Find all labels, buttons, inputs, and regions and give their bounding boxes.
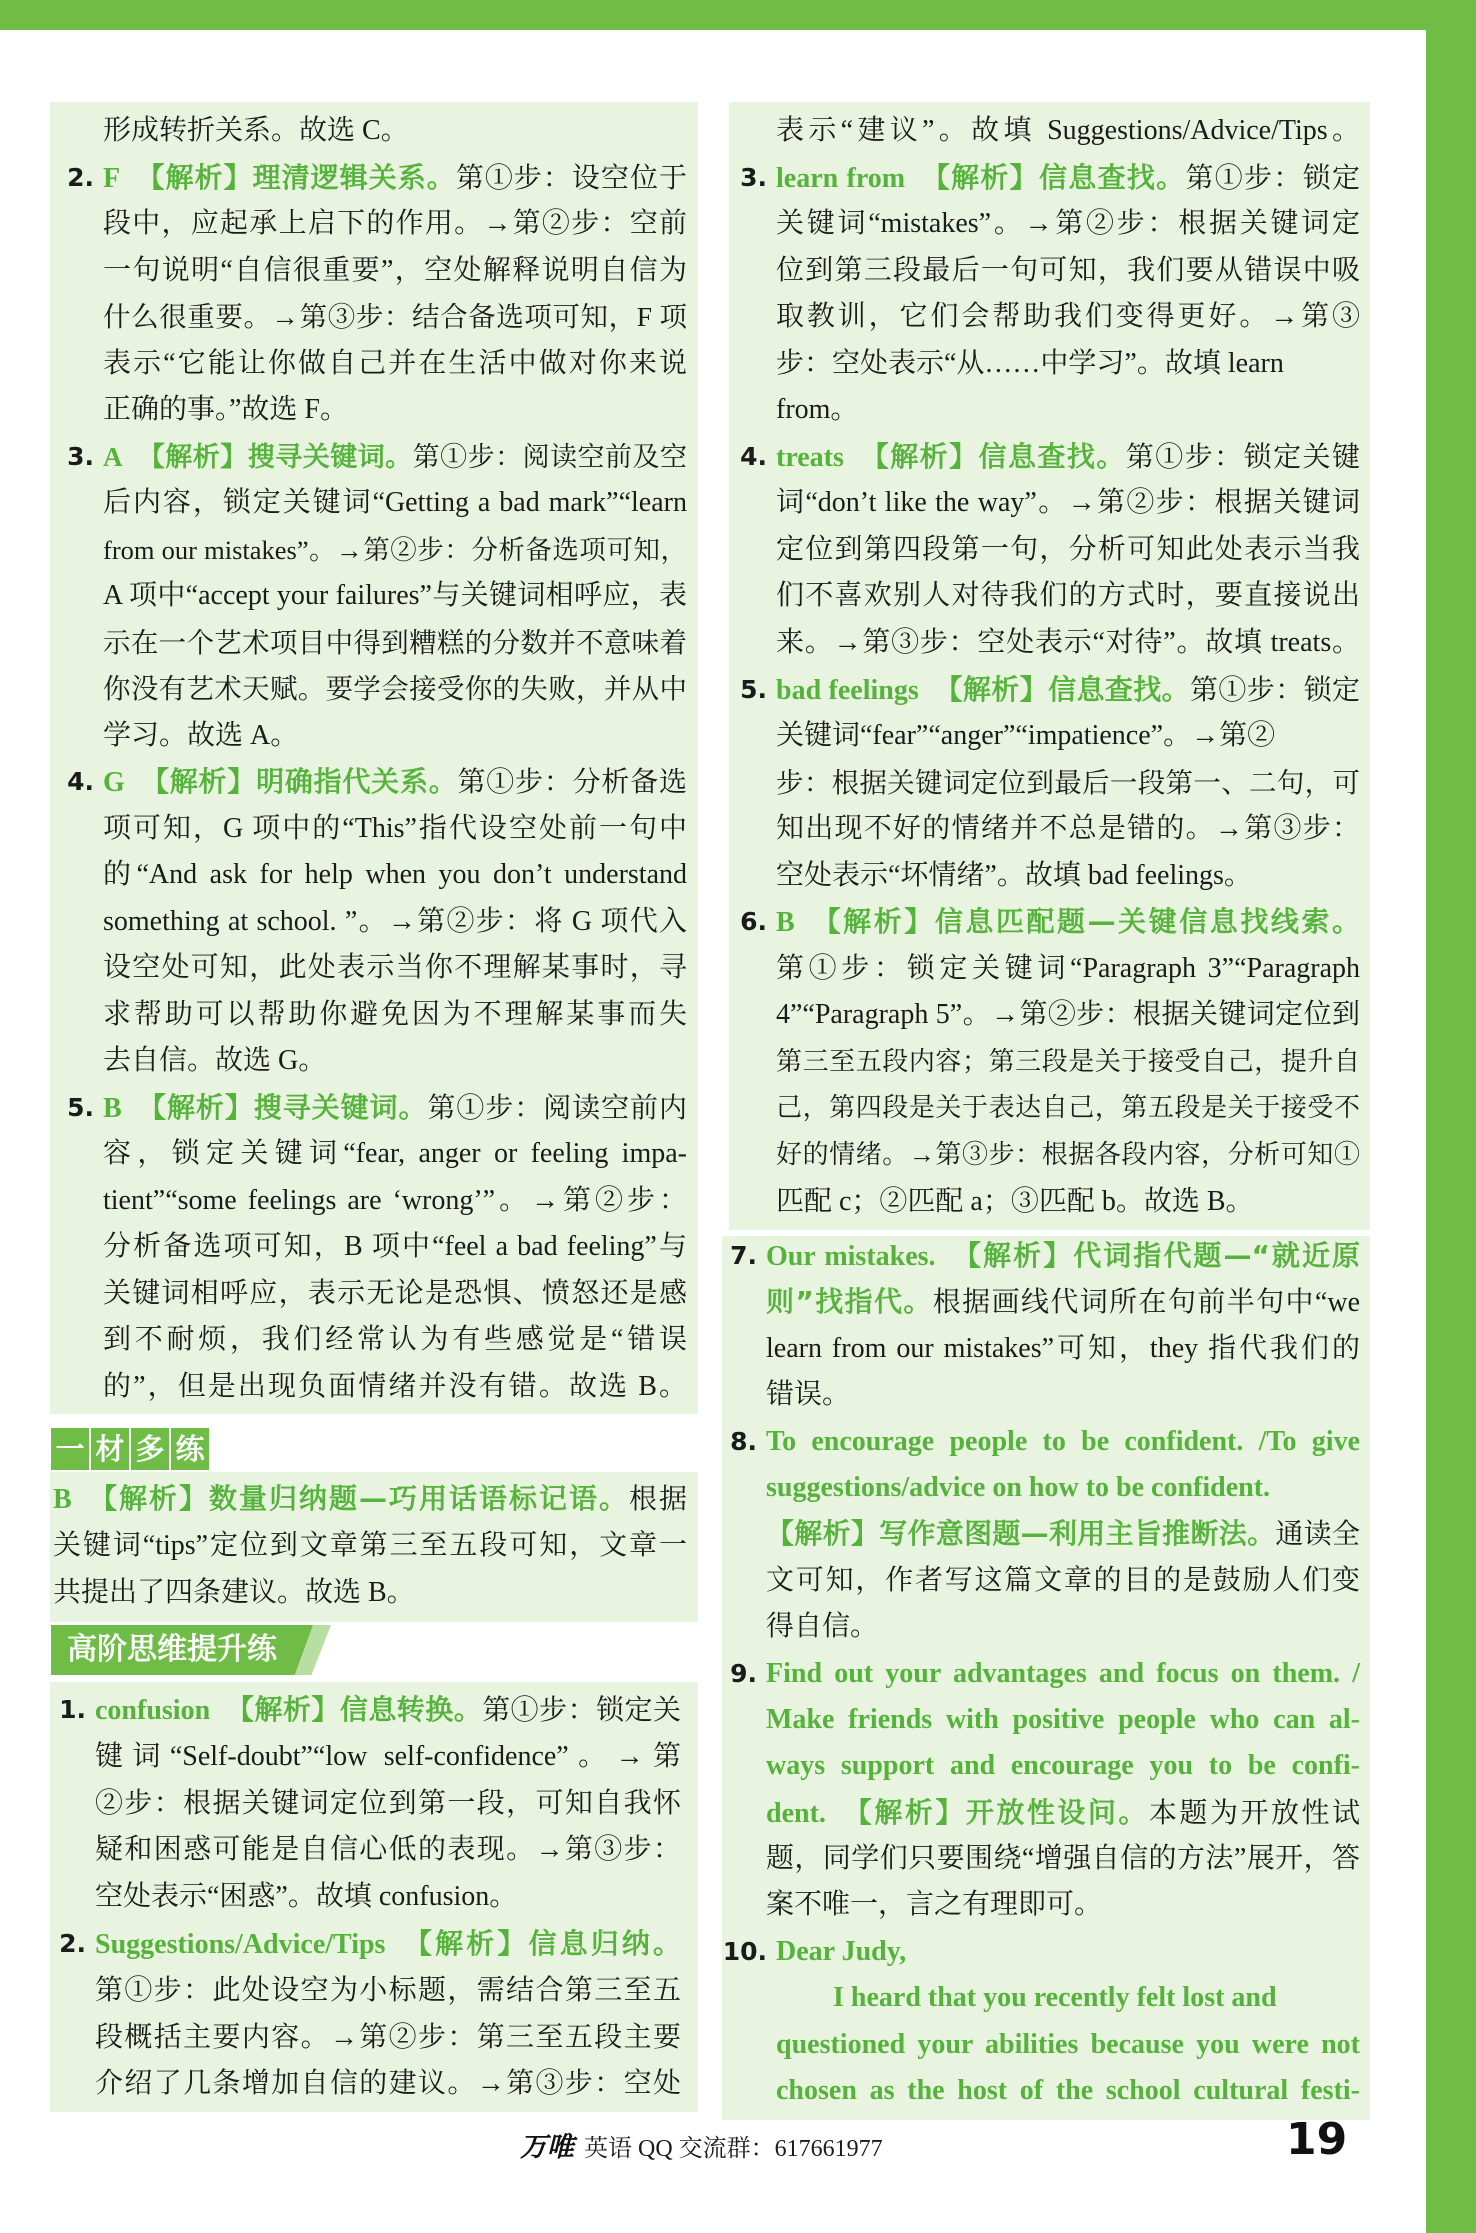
answer-line (766, 1697, 1360, 1743)
answer-line (103, 1317, 687, 1364)
answer-line (776, 527, 1360, 574)
page-frame-right (1426, 0, 1476, 2233)
answer-line (103, 573, 687, 620)
answer-line (103, 1271, 687, 1318)
analysis-label: 【解析】信息归纳。 (400, 1926, 681, 1960)
explanation-text: from。 (776, 394, 859, 426)
explanation-text: 取教训，它们会帮助我们变得更好。→第③ (776, 301, 1360, 333)
answer-line (776, 387, 1360, 434)
analysis-label: 【解析】搜寻关键词。 (137, 441, 413, 473)
explanation-text: 得自信。 (766, 1611, 879, 1643)
explanation-text: 第①步：阅读空前内 (427, 1092, 687, 1124)
brand-logo: 万唯 (520, 2132, 574, 2163)
answer-line (53, 1522, 687, 1569)
explanation-text: 匹配 c；②匹配 a；③匹配 b。故选 B。 (776, 1185, 1254, 1217)
item-first-line (740, 667, 1360, 714)
footer (520, 2125, 883, 2165)
item-number: 8. (730, 1426, 757, 1456)
answer-line (103, 294, 687, 341)
item-number: 5. (740, 674, 767, 704)
answer-line (776, 573, 1360, 620)
item-number: 1. (59, 1695, 86, 1724)
answer-text: Find out your advantages and focus on them. / (766, 1657, 1360, 1689)
answer-line (95, 1734, 681, 1781)
answer-line (776, 341, 1360, 388)
header-char: 材 (91, 1428, 129, 1470)
answer-line (766, 1882, 1360, 1928)
answer-line (103, 108, 687, 155)
analysis-label: 【解析】理清逻辑关系。 (135, 160, 456, 194)
explanation-text: 来。→第③步：空处表示“对待”。故填 treats。 (776, 627, 1360, 659)
answer-line (103, 341, 687, 388)
explanation-text: 步：根据关键词定位到最后一段第一、二句，可 (776, 766, 1360, 798)
explanation-text: 段中，应起承上启下的作用。→第②步：空前 (103, 208, 687, 239)
explanation-text: 们不喜欢别人对待我们的方式时，要直接说出 (776, 580, 1360, 612)
analysis-label: 【解析】信息查找。 (859, 439, 1126, 473)
explanation-text: from our mistakes”。→第②步：分析备选项可知， (103, 534, 687, 565)
answer-line (766, 1326, 1360, 1372)
explanation-text: 表示“建议”。故填 Suggestions/Advice/Tips。 (776, 115, 1360, 146)
answer-line (95, 1827, 681, 1874)
item-first-line (730, 1651, 1360, 1697)
header-char: 一 (51, 1428, 89, 1470)
answer-text: chosen as the host of the school cultural festi- (776, 2075, 1360, 2107)
explanation-text: 案不唯一，言之有理即可。 (766, 1889, 1103, 1921)
explanation-text: 的“And ask for help when you don’t understand (103, 859, 687, 890)
explanation-text: 的”，但是出现负面情绪并没有错。故选 B。 (103, 1370, 687, 1402)
explanation-text: 第①步：锁定 (1185, 162, 1360, 194)
answer-line (95, 2061, 681, 2108)
analysis-label: 【解析】代词指代题—“就近原 (950, 1239, 1360, 1272)
item-number: 2. (59, 1928, 86, 1958)
right-answer-block (740, 108, 1360, 1225)
answer-line (103, 713, 687, 760)
right-answer-block (722, 1929, 1360, 1975)
answer-line (53, 1569, 687, 1616)
answer-line (776, 853, 1360, 900)
explanation-text: 学习。故选 A。 (103, 719, 299, 751)
answer-line (776, 760, 1360, 807)
answer-line (776, 1179, 1360, 1226)
item-number: 2. (67, 162, 94, 192)
answer-line (776, 294, 1360, 341)
answer-line (103, 852, 687, 899)
explanation-text: A 项中“accept your failures”与关键词相呼应，表 (103, 580, 687, 611)
explanation-text: tient”“some feelings are ‘wrong’”。→第②步： (103, 1184, 687, 1216)
answer-line (766, 1511, 1360, 1557)
explanation-text: 知出现不好的情绪并不总是错的。→第③步： (776, 813, 1360, 845)
answer-text: ways support and encourage you to be confi- (766, 1750, 1360, 1782)
answer-line (776, 1085, 1360, 1132)
explanation-text: 空处表示“困惑”。故填 confusion。 (95, 1881, 518, 1913)
answer-line (776, 713, 1360, 760)
answer-text: A (103, 441, 123, 472)
explanation-text: 第①步：分析备选 (457, 767, 687, 798)
answer-line (766, 1279, 1360, 1325)
analysis-label: 【解析】信息查找。 (920, 160, 1186, 194)
item-first-line (67, 759, 687, 806)
header-char: 练 (171, 1428, 209, 1470)
answer-line (776, 2022, 1360, 2068)
answer-line (766, 1558, 1360, 1604)
answer-line (776, 480, 1360, 527)
explanation-text: 什么很重要。→第③步：结合备选项可知，F 项 (103, 301, 687, 332)
explanation-text: 步：空处表示“从……中学习”。故填 learn (776, 347, 1284, 379)
item-number: 5. (67, 1092, 94, 1122)
explanation-text: 分析备选项可知，B 项中“feel a bad feeling”与 (103, 1231, 687, 1262)
answer-line (103, 1178, 687, 1225)
explanation-text: ②步：根据关键词定位到第一段，可知自我怀 (95, 1787, 681, 1819)
explanation-text: 一句说明“自信很重要”，空处解释说明自信为 (103, 254, 687, 286)
explanation-text: 键词“Self-doubt”“low self-confidence”。→第 (95, 1740, 681, 1772)
answer-text: Make friends with positive people who can al- (766, 1703, 1360, 1735)
answer-line (776, 1975, 1360, 2021)
page-frame-top (0, 0, 1476, 30)
section-header-gaojie-siwei (51, 1625, 331, 1675)
explanation-text: 项可知，G 项中的“This”指代设空处前一句中 (103, 812, 687, 844)
answer-line (103, 945, 687, 992)
item-number: 3. (67, 441, 94, 471)
explanation-text: 正确的事。”故选 F。 (103, 394, 349, 425)
item-number: 4. (740, 441, 767, 471)
explanation-text: something at school. ”。→第②步：将 G 项代入 (103, 905, 687, 937)
item-first-line (730, 1233, 1360, 1279)
explanation-text: 关键词相呼应，表示无论是恐惧、愤怒还是感 (103, 1277, 687, 1309)
answer-text: F (103, 162, 121, 194)
page-number: 19 (1286, 2114, 1348, 2165)
answer-line (103, 1364, 687, 1411)
explanation-text: 第①步：设空位于 (455, 162, 687, 194)
item-number: 10. (722, 1937, 767, 1966)
explanation-text: 第①步：锁定关 (482, 1695, 681, 1726)
answer-line (776, 946, 1360, 993)
answer-text: Dear Judy, (776, 1936, 907, 1967)
explanation-text: 词“don’t like the way”。→第②步：根据关键词 (776, 487, 1360, 519)
answer-line (103, 248, 687, 295)
answer-text: G (103, 767, 125, 798)
analysis-label: 【解析】搜寻关键词。 (137, 1090, 428, 1124)
section-header-yicai-duolian (51, 1428, 209, 1470)
explanation-text: 容，锁定关键词“fear, anger or feeling impa- (103, 1138, 687, 1169)
left-answer-block (53, 1475, 687, 1616)
answer-line (53, 1475, 687, 1522)
explanation-text: 关键词“mistakes”。→第②步：根据关键词定 (776, 208, 1360, 240)
item-first-line (730, 1419, 1360, 1465)
answer-line (766, 1372, 1360, 1418)
analysis-label: 【解析】数量归纳题—巧用话语标记语。 (87, 1482, 629, 1515)
explanation-text: 第①步：阅读空前及空 (412, 441, 688, 472)
explanation-text: 关键词“fear”“anger”“impatience”。→第② (776, 720, 1276, 752)
analysis-label: 【解析】开放性设问。 (841, 1795, 1149, 1829)
answer-line (776, 806, 1360, 853)
analysis-label: 【解析】写作意图题—利用主旨推断法。 (766, 1517, 1276, 1551)
explanation-text: 设空处可知，此处表示当你不理解某事时，寻 (103, 952, 687, 983)
header-char: 多 (131, 1428, 169, 1470)
explanation-text: 己，第四段是关于表达自己，第五段是关于接受不 (776, 1093, 1360, 1123)
right-answer-block (730, 1233, 1361, 1929)
answer-line (766, 1465, 1360, 1511)
explanation-text: 表示“它能让你做自己并在生活中做对你来说 (103, 347, 687, 379)
answer-line (103, 201, 687, 248)
answer-line (776, 2068, 1360, 2114)
explanation-text: 段概括主要内容。→第②步：第三至五段主要 (95, 2021, 681, 2053)
item-first-line (740, 155, 1360, 202)
analysis-label: 【解析】明确指代关系。 (140, 765, 458, 798)
answer-line (103, 527, 687, 574)
answer-text: B (53, 1484, 72, 1515)
explanation-text: 介绍了几条增加自信的建议。→第③步：空处 (95, 2068, 681, 2100)
footer-contact: 英语 QQ 交流群：617661977 (584, 2136, 883, 2162)
answer-line (776, 1039, 1360, 1086)
explanation-text: 文可知，作者写这篇文章的目的是鼓励人们变 (766, 1564, 1360, 1596)
explanation-text: 根据画线代词所在句前半句中“we (932, 1287, 1361, 1319)
answer-line (95, 1968, 681, 2015)
explanation-text: 位到第三段最后一句可知，我们要从错误中吸 (776, 254, 1360, 286)
item-number: 4. (67, 767, 94, 796)
item-first-line (67, 1085, 687, 1132)
answer-text: confusion (95, 1695, 211, 1726)
header-title: 高阶思维提升练 (67, 1632, 277, 1667)
explanation-text: 第①步：锁定关键词“Paragraph 3”“Paragraph (776, 952, 1360, 984)
explanation-text: 第①步：此处设空为小标题，需结合第三至五 (95, 1974, 681, 2006)
answer-text: suggestions/advice on how to be confident. (766, 1471, 1271, 1503)
answer-line (103, 620, 687, 667)
explanation-text: 后内容，锁定关键词“Getting a bad mark”“learn (103, 487, 687, 518)
explanation-text: 你没有艺术天赋。要学会接受你的失败，并从中 (103, 673, 687, 704)
explanation-text: 定位到第四段第一句，分析可知此处表示当我 (776, 533, 1360, 565)
answer-text: B (103, 1092, 122, 1124)
item-first-line (67, 155, 687, 202)
explanation-text: 第①步：锁定关键 (1125, 441, 1360, 473)
item-first-line (722, 1929, 1360, 1975)
answer-line (103, 666, 687, 713)
explanation-text: 通读全 (1275, 1519, 1360, 1551)
explanation-text: 疑和困惑可能是自信心低的表现。→第③步： (95, 1834, 681, 1866)
explanation-text: 求帮助可以帮助你避免因为不理解某事而失 (103, 998, 687, 1030)
explanation-text: 示在一个艺术项目中得到糟糕的分数并不意味着 (103, 626, 687, 658)
answer-text: Suggestions/Advice/Tips (95, 1928, 386, 1960)
item-first-line (59, 1687, 681, 1734)
answer-text: treats (776, 441, 844, 473)
answer-text: learn from (776, 162, 906, 194)
answer-text: I heard that you recently felt lost and (833, 1982, 1277, 2014)
answer-line (103, 480, 687, 527)
answer-line (766, 1836, 1360, 1882)
answer-text: Our mistakes. (766, 1241, 936, 1272)
answer-line (103, 1224, 687, 1271)
explanation-text: 好的情绪。→第③步：根据各段内容，分析可知① (776, 1140, 1360, 1170)
analysis-label: 则”找指代。 (766, 1285, 933, 1319)
answer-text: B (776, 907, 795, 939)
answer-text: dent. (766, 1797, 826, 1829)
answer-line (776, 992, 1360, 1039)
answer-line (103, 1038, 687, 1085)
explanation-text: 到不耐烦，我们经常认为有些感觉是“错误 (103, 1324, 687, 1355)
explanation-text: learn from our mistakes”可知，they 指代我们的 (766, 1332, 1360, 1364)
explanation-text: 共提出了四条建议。故选 B。 (53, 1577, 415, 1608)
item-number: 3. (740, 162, 767, 192)
explanation-text: 空处表示“坏情绪”。故填 bad feelings。 (776, 859, 1252, 891)
answer-line (776, 248, 1360, 295)
answer-line (103, 806, 687, 853)
analysis-label: 【解析】信息匹配题—关键信息找线索。 (810, 905, 1360, 939)
item-first-line (59, 1921, 681, 1968)
answer-line (103, 899, 687, 946)
explanation-text: 根据 (628, 1484, 687, 1515)
explanation-text: 去自信。故选 G。 (103, 1045, 327, 1076)
explanation-text: 本题为开放性试 (1148, 1797, 1360, 1829)
item-first-line (740, 434, 1360, 481)
explanation-text: 第①步：锁定 (1190, 674, 1360, 706)
letter-body-block (776, 1975, 1360, 2114)
answer-line (776, 1132, 1360, 1179)
explanation-text: 4”“Paragraph 5”。→第②步：根据关键词定位到 (776, 999, 1360, 1031)
item-first-line (740, 899, 1360, 946)
item-number: 7. (730, 1241, 757, 1270)
explanation-text: 关键词“tips”定位到文章第三至五段可知，文章一 (53, 1530, 687, 1561)
answer-line (776, 620, 1360, 667)
explanation-text: 题，同学们只要围绕“增强自信的方法”展开，答 (766, 1843, 1360, 1875)
left-answer-block (59, 1687, 681, 2108)
item-first-line (67, 434, 688, 481)
item-number: 9. (730, 1658, 757, 1688)
answer-line (766, 1604, 1360, 1650)
explanation-text: 第三至五段内容；第三段是关于接受自己，提升自 (776, 1046, 1360, 1076)
item-number: 6. (740, 907, 767, 937)
answer-line (103, 387, 687, 434)
explanation-text: 形成转折关系。故选 C。 (103, 115, 409, 146)
answer-line (776, 201, 1360, 248)
answer-line (103, 992, 687, 1039)
left-answer-block (67, 108, 688, 1410)
analysis-label: 【解析】信息查找。 (934, 672, 1191, 706)
answer-line (95, 1781, 681, 1828)
answer-text: bad feelings (776, 674, 919, 706)
analysis-label: 【解析】信息转换。 (225, 1693, 483, 1726)
answer-line (766, 1743, 1360, 1789)
answer-line (103, 1131, 687, 1178)
answer-line (766, 1790, 1360, 1836)
explanation-text: 错误。 (766, 1379, 851, 1411)
answer-line (95, 2015, 681, 2062)
answer-text: questioned your abilities because you were not (776, 2028, 1360, 2060)
answer-line (95, 1874, 681, 1921)
answer-text: To encourage people to be confident. /To give (766, 1425, 1360, 1457)
answer-line (776, 108, 1360, 155)
